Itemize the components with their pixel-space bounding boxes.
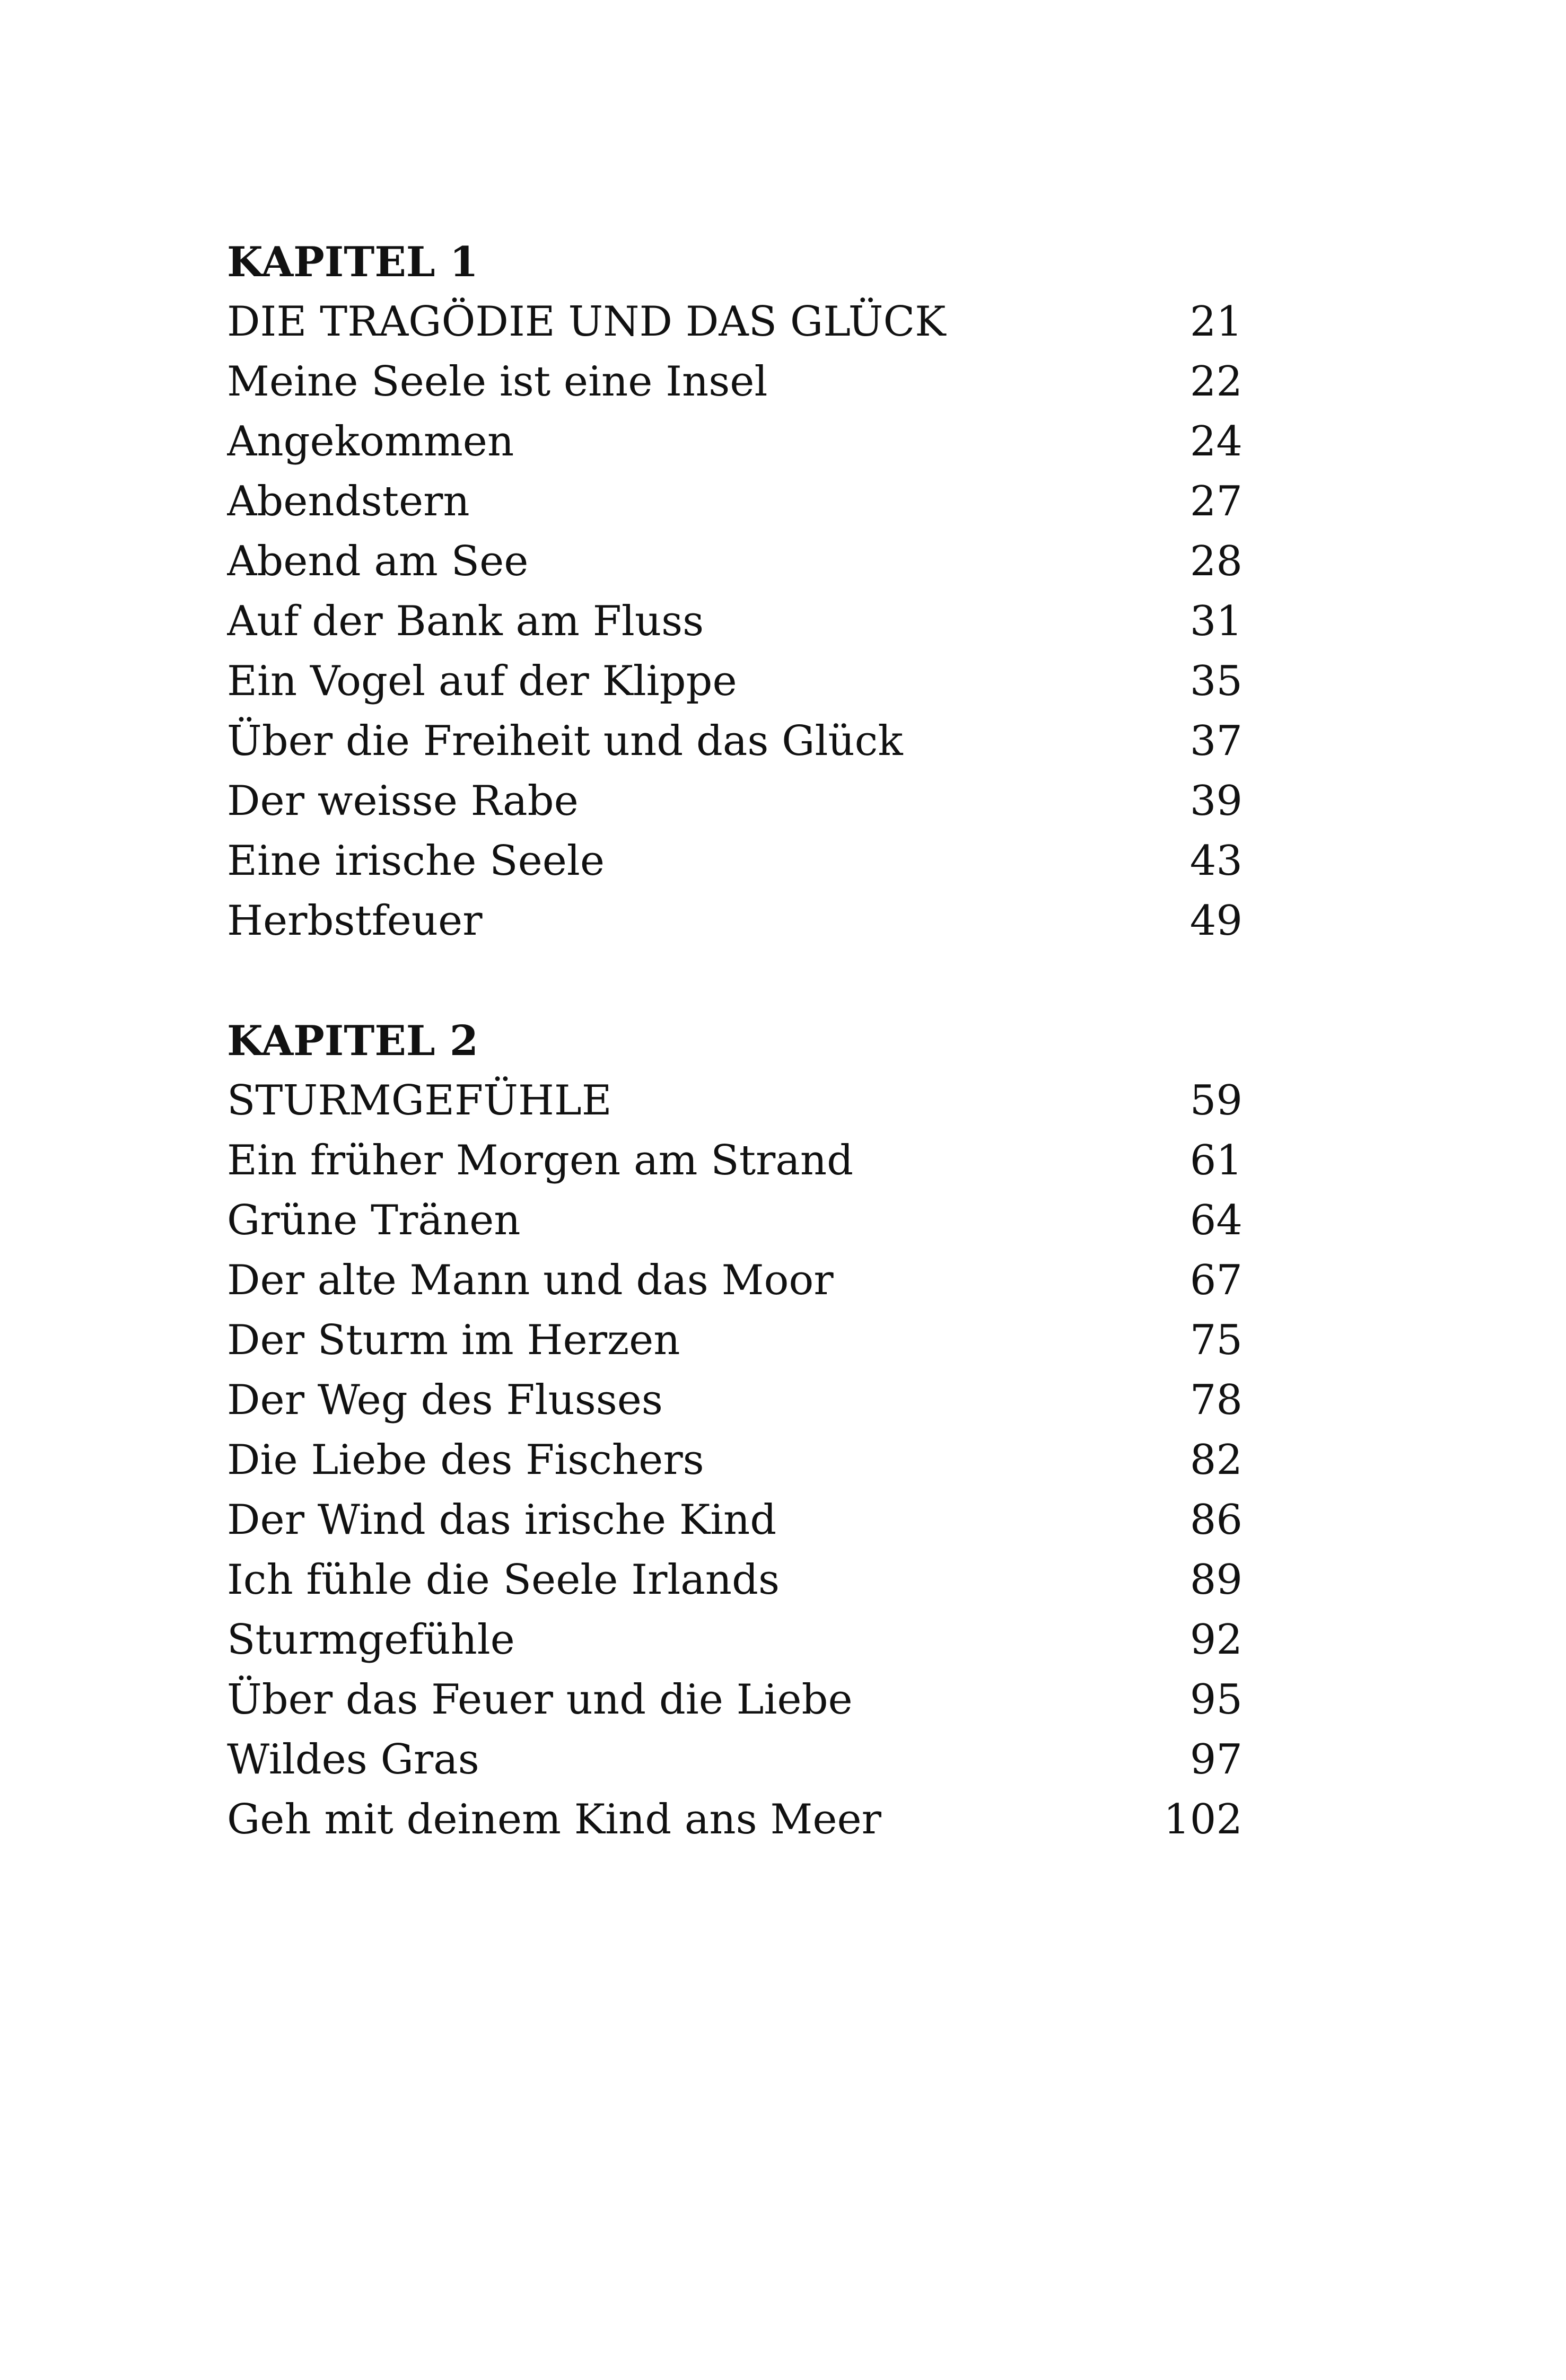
toc-entry[interactable] [227, 1071, 1243, 1131]
toc-entry-page-number: 59 [1189, 1077, 1243, 1125]
toc-entry[interactable] [227, 352, 1243, 412]
toc-entry-page-number: 35 [1189, 657, 1243, 705]
toc-entry-page-number: 97 [1189, 1736, 1243, 1784]
toc-entry[interactable] [227, 1131, 1243, 1191]
toc-entry-page-number: 43 [1189, 837, 1243, 885]
toc-entry[interactable] [227, 412, 1243, 472]
toc-entry-page-number: 95 [1189, 1676, 1243, 1724]
toc-entry[interactable] [227, 1191, 1243, 1251]
table-of-contents [227, 232, 1243, 1850]
toc-entry-title: Der weisse Rabe [227, 777, 579, 825]
toc-entry-title: DIE TRAGÖDIE UND DAS GLÜCK [227, 298, 946, 346]
toc-entry-title: Geh mit deinem Kind ans Meer [227, 1796, 881, 1843]
toc-entry[interactable] [227, 1730, 1243, 1790]
toc-entry[interactable] [227, 1490, 1243, 1550]
toc-entry-title: Ein Vogel auf der Klippe [227, 657, 737, 705]
toc-entry[interactable] [227, 1430, 1243, 1490]
toc-entry-page-number: 24 [1189, 418, 1243, 466]
toc-entry[interactable] [227, 592, 1243, 652]
chapter-heading: KAPITEL 2 [227, 1017, 479, 1065]
toc-entry-title: Eine irische Seele [227, 837, 605, 885]
toc-entry-page-number: 39 [1189, 777, 1243, 825]
toc-entry[interactable] [227, 891, 1243, 951]
toc-entry-title: Herbstfeuer [227, 897, 483, 945]
toc-entry[interactable] [227, 712, 1243, 771]
toc-entry-page-number: 61 [1189, 1137, 1243, 1184]
toc-entry-page-number: 86 [1189, 1496, 1243, 1544]
chapter-1-section [227, 232, 1243, 951]
toc-entry-title: Sturmgefühle [227, 1616, 515, 1664]
toc-entry-title: Grüne Tränen [227, 1197, 521, 1244]
toc-entry-page-number: 37 [1189, 717, 1243, 765]
toc-entry-title: Die Liebe des Fischers [227, 1436, 704, 1484]
toc-entry-title: Ich fühle die Seele Irlands [227, 1556, 780, 1604]
toc-entry[interactable] [227, 652, 1243, 712]
toc-entry[interactable] [227, 1550, 1243, 1610]
toc-entry-page-number: 92 [1189, 1616, 1243, 1664]
toc-entry-title: Über die Freiheit und das Glück [227, 717, 903, 765]
toc-entry-page-number: 31 [1189, 598, 1243, 645]
toc-entry-page-number: 28 [1189, 538, 1243, 585]
toc-entry-title: STURMGEFÜHLE [227, 1077, 612, 1125]
toc-entry-title: Ein früher Morgen am Strand [227, 1137, 854, 1184]
toc-entry-title: Meine Seele ist eine Insel [227, 358, 768, 406]
toc-entry-title: Der Weg des Flusses [227, 1376, 663, 1424]
toc-entry-page-number: 82 [1189, 1436, 1243, 1484]
toc-entry-title: Der alte Mann und das Moor [227, 1257, 834, 1304]
toc-entry-title: Abend am See [227, 538, 529, 585]
toc-entry-page-number: 102 [1163, 1796, 1243, 1843]
chapter-heading: KAPITEL 1 [227, 238, 479, 286]
toc-entry[interactable] [227, 1371, 1243, 1430]
toc-entry-page-number: 64 [1189, 1197, 1243, 1244]
toc-entry[interactable] [227, 532, 1243, 592]
toc-entry-title: Abendstern [227, 478, 470, 525]
toc-entry[interactable] [227, 1610, 1243, 1670]
toc-entry-page-number: 75 [1189, 1316, 1243, 1364]
toc-entry[interactable] [227, 1311, 1243, 1371]
toc-entry-page-number: 22 [1189, 358, 1243, 406]
toc-entry[interactable] [227, 831, 1243, 891]
toc-entry-title: Der Wind das irische Kind [227, 1496, 777, 1544]
toc-entry-page-number: 78 [1189, 1376, 1243, 1424]
toc-entry-title: Auf der Bank am Fluss [227, 598, 704, 645]
toc-entry-page-number: 21 [1189, 298, 1243, 346]
toc-entry[interactable] [227, 1670, 1243, 1730]
toc-entry-page-number: 67 [1189, 1257, 1243, 1304]
toc-entry-page-number: 49 [1189, 897, 1243, 945]
toc-entry[interactable] [227, 472, 1243, 532]
toc-entry-title: Wildes Gras [227, 1736, 479, 1784]
toc-entry-title: Der Sturm im Herzen [227, 1316, 680, 1364]
toc-entry[interactable] [227, 1251, 1243, 1311]
toc-entry[interactable] [227, 292, 1243, 352]
toc-entry-page-number: 89 [1189, 1556, 1243, 1604]
toc-entry[interactable] [227, 1790, 1243, 1850]
toc-entry-title: Angekommen [227, 418, 514, 466]
chapter-2-section [227, 1011, 1243, 1850]
toc-entry-page-number: 27 [1189, 478, 1243, 525]
toc-entry[interactable] [227, 771, 1243, 831]
toc-entry-title: Über das Feuer und die Liebe [227, 1676, 853, 1724]
